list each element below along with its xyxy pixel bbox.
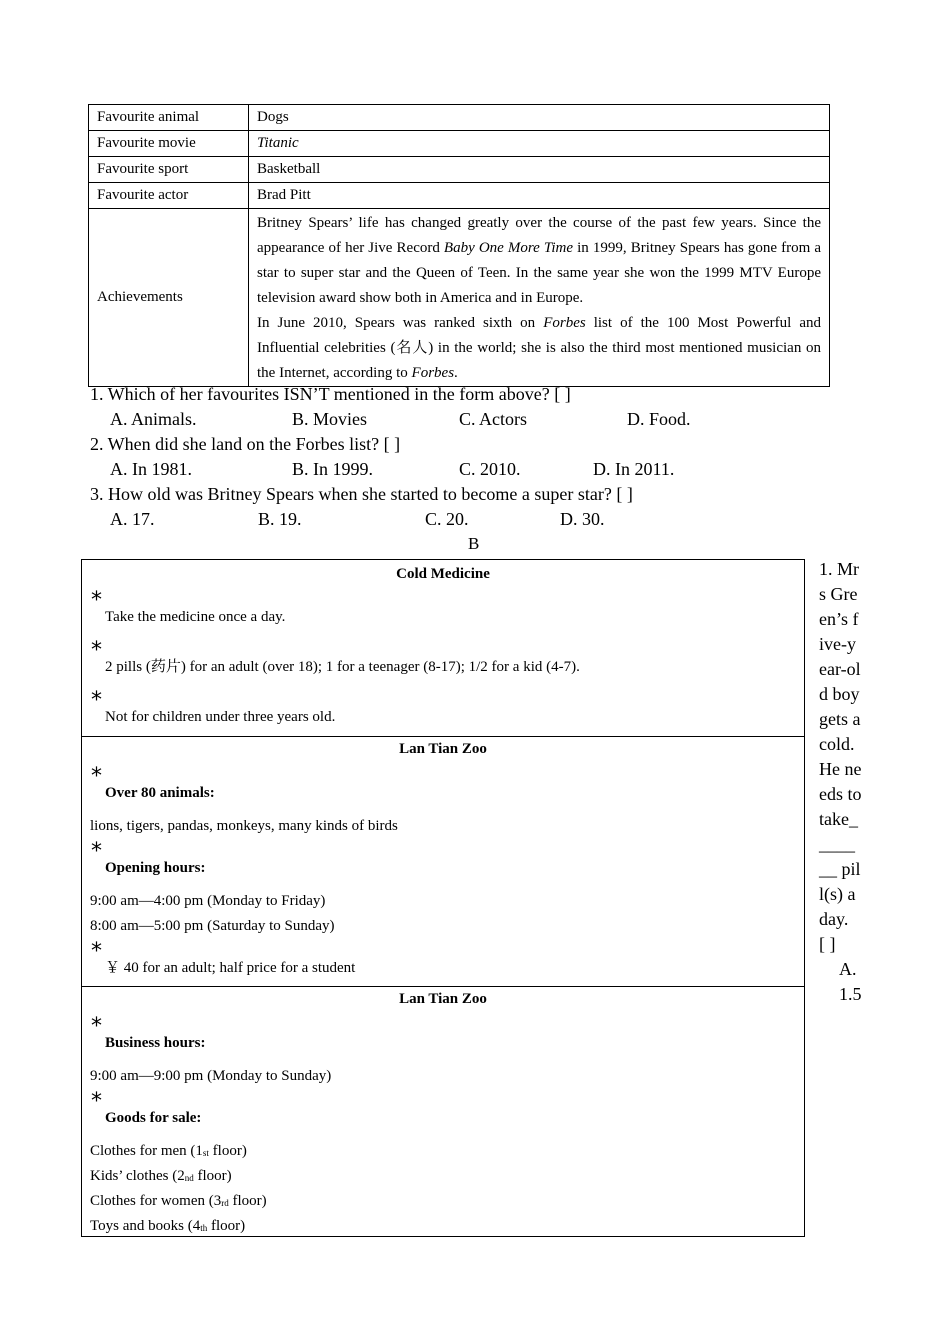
panel-title: Lan Tian Zoo: [399, 991, 487, 1007]
floor-item: [90, 1166, 232, 1188]
asterisk-icon: *: [91, 688, 102, 713]
table-row: [89, 183, 830, 209]
side-question-text: 1. Mrs Green’s five-year-old boy gets a cold. He needs to take_______ pill(s) a day.: [819, 559, 862, 929]
text-run: .: [454, 365, 458, 381]
price-text: ￥ 40 for an adult; half price for a student: [105, 960, 356, 976]
row-value: Brad Pitt: [249, 183, 830, 209]
panel-title: Cold Medicine: [396, 566, 490, 582]
medicine-item: Not for children under three years old.: [105, 709, 336, 725]
option-b: B. 19.: [258, 509, 302, 529]
option-c: C. 2010.: [459, 459, 521, 479]
row-label: Achievements: [89, 209, 249, 387]
achievements-paragraph-1: [257, 211, 821, 311]
floor-item: [90, 1216, 245, 1238]
achievements-text: [249, 209, 830, 387]
option-d: D. 30.: [560, 509, 605, 529]
side-question-option: A. 1.5: [839, 959, 862, 1004]
medicine-panel: [82, 560, 804, 736]
text-run: Toys and books (4: [90, 1218, 201, 1234]
medicine-item: 2 pills (药片) for an adult (over 18); 1 for a teenager (8-17); 1/2 for a kid (4-7).: [105, 659, 580, 675]
animals-list: lions, tigers, pandas, monkeys, many kinds of birds: [90, 818, 398, 834]
option-c: C. 20.: [425, 509, 469, 529]
notice-box: [81, 559, 805, 1237]
option-a: A. In 1981.: [110, 459, 192, 479]
row-label: Favourite movie: [89, 131, 249, 157]
question-2: 2. When did she land on the Forbes list? [ ]: [90, 434, 401, 454]
achievements-paragraph-2: [257, 311, 821, 386]
record-title: Baby One More Time: [443, 240, 574, 256]
panel-title: Lan Tian Zoo: [399, 741, 487, 757]
forbes-title: Forbes: [411, 365, 455, 381]
text-run: Clothes for women (3: [90, 1193, 222, 1209]
medicine-item: Take the medicine once a day.: [105, 609, 286, 625]
option-a: A. Animals.: [110, 409, 197, 429]
ordinal-suffix: nd: [184, 1173, 194, 1183]
option-b: B. In 1999.: [292, 459, 373, 479]
option-a: A. 17.: [110, 509, 155, 529]
zoo-panel: [82, 736, 804, 987]
section-label: B: [468, 534, 480, 553]
floor-item: [90, 1141, 247, 1163]
floor-item: [90, 1191, 267, 1213]
business-hours: 9:00 am—9:00 pm (Monday to Sunday): [90, 1068, 332, 1084]
side-question: [819, 557, 863, 1007]
text-run: floor): [208, 1143, 247, 1159]
ordinal-suffix: st: [202, 1148, 209, 1158]
option-b: B. Movies: [292, 409, 368, 429]
text-run: floor): [228, 1193, 267, 1209]
goods-heading: Goods for sale:: [105, 1110, 202, 1126]
option-d: D. In 2011.: [593, 459, 675, 479]
table-row: [89, 105, 830, 131]
ordinal-suffix: rd: [221, 1198, 229, 1208]
row-label: Favourite actor: [89, 183, 249, 209]
text-run: In June 2010, Spears was ranked sixth on: [257, 315, 544, 331]
option-d: D. Food.: [627, 409, 691, 429]
asterisk-icon: *: [91, 939, 102, 964]
option-c: C. Actors: [459, 409, 528, 429]
asterisk-icon: *: [91, 638, 102, 663]
row-label: Favourite animal: [89, 105, 249, 131]
row-value: Titanic: [249, 131, 830, 157]
table-row: [89, 157, 830, 183]
animals-heading: Over 80 animals:: [105, 785, 215, 801]
text-run: Kids’ clothes (2: [90, 1168, 185, 1184]
question-1: 1. Which of her favourites ISN’T mentioned in the form above? [ ]: [90, 384, 571, 404]
side-question-bracket: [ ]: [819, 934, 836, 954]
row-value: Basketball: [249, 157, 830, 183]
text-run: Britney Spears’ life has changed greatly over the course of the past few years. Since the appearance of her Jive Record: [257, 215, 821, 256]
text-run: floor): [193, 1168, 232, 1184]
info-table: [88, 104, 830, 387]
table-row-achievements: [89, 209, 830, 387]
business-heading: Business hours:: [105, 1035, 206, 1051]
ordinal-suffix: th: [200, 1223, 208, 1233]
question-3: 3. How old was Britney Spears when she started to become a super star? [ ]: [90, 484, 633, 504]
row-value: Dogs: [249, 105, 830, 131]
hours-weekend: 8:00 am—5:00 pm (Saturday to Sunday): [90, 918, 335, 934]
asterisk-icon: *: [91, 588, 102, 613]
text-run: floor): [207, 1218, 246, 1234]
hours-heading: Opening hours:: [105, 860, 206, 876]
text-run: in 1999, Britney Spears has gone from a star to super star and the Queen of Teen. In the same year she won the 1999 MTV Europe television award show both in America and in Europe.: [257, 240, 821, 306]
row-label: Favourite sport: [89, 157, 249, 183]
hours-weekday: 9:00 am—4:00 pm (Monday to Friday): [90, 893, 326, 909]
store-panel: [82, 986, 804, 1237]
asterisk-icon: *: [91, 839, 102, 864]
text-run: list of the 100 Most Powerful and Influential celebrities (名人) in the world; she is also the third most mentioned musician on the Internet, according to: [257, 315, 821, 381]
forbes-title: Forbes: [543, 315, 586, 331]
table-row: [89, 131, 830, 157]
text-run: Clothes for men (1: [90, 1143, 203, 1159]
asterisk-icon: *: [91, 764, 102, 789]
asterisk-icon: *: [91, 1089, 102, 1114]
asterisk-icon: *: [91, 1014, 102, 1039]
